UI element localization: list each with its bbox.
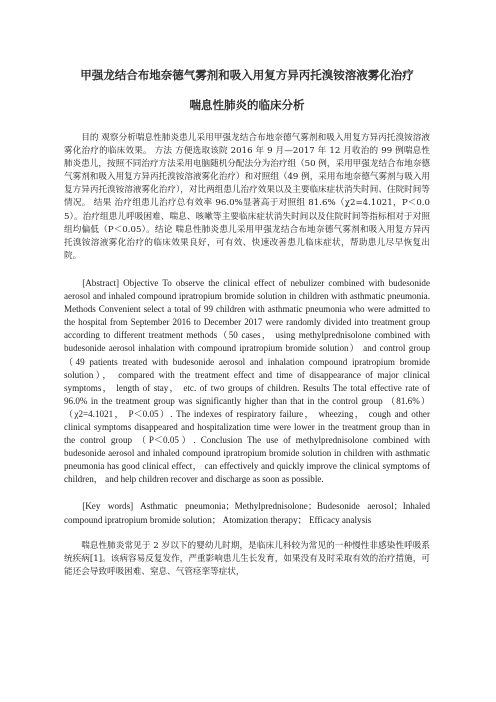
english-keywords: [Key words] Asthmatic pneumonia；Methylprednisolone；Budesonide aerosol；Inhaled compound ipratropium bromide solution； Atomization therapy； Efficacy analysis [64,501,430,525]
english-abstract: [Abstract] Objective To observe the clinical effect of nebulizer combined with budesonide aerosol and inhaled compound ipratropium bromide solution in children with asthmatic pneumonia. Methods Convenient select a total of 99 children with asthmatic pneumonia who were admitted to the hospital from September 2016 to December 2017 were randomly divided into treatment group according to different treatment methods（50 cases， using methylprednisolone combined with budesonide aerosol inhalation with compound ipratropium bromide solution） and control group（49 patients treated with budesonide aerosol and inhalation compound ipratropium bromide solution）， compared with the treatment effect and time of disappearance of major clinical symptoms， length of stay， etc. of two groups of children. Results The total effective rate of 96.0% in the treatment group was significantly higher than that in the control group （81.6%）（χ2=4.1021， P＜0.05）. The indexes of respiratory failure， wheezing， cough and other clinical symptoms disappeared and hospitalization time were lower in the treatment group than in the control group （P＜0.05）. Conclusion The use of methylprednisolone combined with budesonide aerosol and inhaled compound ipratropium bromide solution in children with asthmatic pneumonia has good clinical effect， can effectively and quickly improve the clinical symptoms of children， and help children recover and discharge as soon as possible. [64,277,430,485]
document-title-line-2: 喘息性肺炎的临床分析 [189,98,305,112]
body-paragraph: 喘息性肺炎常见于 2 岁以下的婴幼儿时期，是临床儿科较为常见的一种慢性非感染性呼吸系统疾病[1]。该病容易反复发作，严重影响患儿生长发育，如果没有及时采取有效的治疗措施，可能还会导致呼吸困难、窒息、气管痉挛等症状， [64,540,430,577]
document-title-line-1: 甲强龙结合布地奈德气雾剂和吸入用复方异丙托溴铵溶液雾化治疗 [80,68,414,82]
chinese-abstract: 目的 观察分析喘息性肺炎患儿采用甲强龙结合布地奈德气雾剂和吸入用复方异丙托溴铵溶液雾化治疗的临床效果。 方法 方便选取该院 2016 年 9 月—2017 年 12 月收治的 99 例喘息性肺炎患儿，按照不同治疗方法采用电脑随机分配法分为治疗组（50 例，采用甲强龙结合布地奈德气雾剂和吸入用复方异丙托溴铵溶液雾化治疗）和对照组（49 例，采用布地奈德气雾剂与吸入用复方异丙托溴铵溶液雾化治疗），对比两组患儿治疗效果以及主要临床症状消失时间、住院时间等情况。 结果 治疗组患儿治疗总有效率 96.0%显著高于对照组 81.6%（χ2=4.1021，P＜0.05）。治疗组患儿呼吸困难、喘息、咳嗽等主要临床症状消失时间以及住院时间等指标相对于对照组均偏低（P＜0.05）。结论 喘息性肺炎患儿采用甲强龙结合布地奈德气雾剂和吸入用复方异丙托溴铵溶液雾化治疗的临床效果良好，可有效、快速改善患儿临床症状，帮助患儿尽早恢复出院。 [64,133,431,261]
